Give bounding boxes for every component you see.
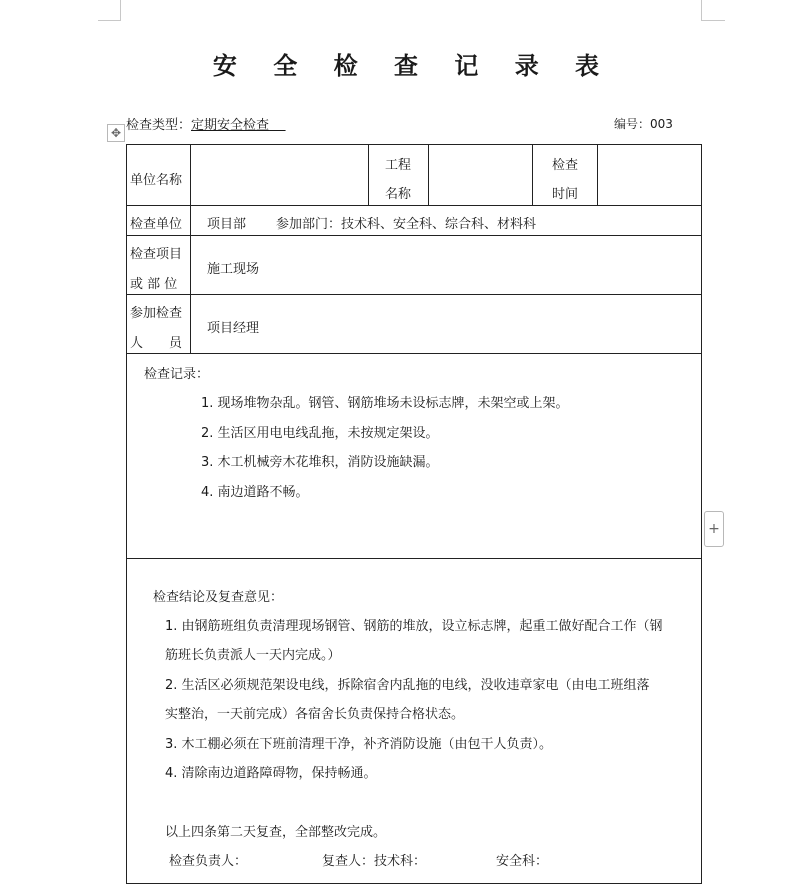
list-item: 3. 木工机械旁木花堆积，消防设施缺漏。 xyxy=(201,455,439,470)
inspection-unit-label: 检查单位 xyxy=(130,217,183,232)
inspection-type-label: 检查类型： xyxy=(126,118,192,133)
conclusion-line: 实整治，一天前完成）各宿舍长负责保持合格状态。 xyxy=(165,707,465,722)
document-number: 编号：003 xyxy=(614,117,673,131)
conclusion-summary: 以上四条第二天复查，全部整改完成。 xyxy=(165,825,387,840)
plus-icon[interactable]: + xyxy=(704,511,724,547)
participants-label: 参加检查 xyxy=(130,306,183,321)
conclusion-heading: 检查结论及复查意见： xyxy=(153,590,284,605)
list-item: 1. 现场堆物杂乱。钢管、钢筋堆场未设标志牌，未架空或上架。 xyxy=(201,396,569,411)
crop-mark xyxy=(701,20,725,21)
document-title: 安 全 检 查 记 录 表 xyxy=(212,51,614,80)
sign-inspector: 检查负责人： xyxy=(169,854,248,869)
crop-mark xyxy=(701,0,702,20)
inspection-type xyxy=(126,114,286,133)
sign-reviewer: 复查人：技术科： xyxy=(322,854,427,869)
list-item: 4. 南边道路不畅。 xyxy=(201,485,309,500)
conclusion-line: 1. 由钢筋班组负责清理现场钢管、钢筋的堆放，设立标志牌，起重工做好配合工作（钢 xyxy=(165,619,663,634)
conclusion-line: 3. 木工棚必须在下班前清理干净，补齐消防设施（由包干人负责）。 xyxy=(165,737,553,752)
inspection-unit-value: 项目部 xyxy=(207,217,247,232)
participating-departments: 参加部门：技术科、安全科、综合科、材料科 xyxy=(276,217,537,232)
list-item: 2. 生活区用电电线乱拖，未按规定架设。 xyxy=(201,426,439,441)
inspection-item-label: 检查项目 xyxy=(130,247,183,262)
project-name-label: 工程 xyxy=(385,158,412,173)
conclusion-line: 2. 生活区必须规范架设电线，拆除宿舍内乱拖的电线，没收违章家电（由电工班组落 xyxy=(165,678,650,693)
inspection-item-value: 施工现场 xyxy=(207,262,260,277)
crop-mark xyxy=(120,0,121,20)
inspection-time-label: 检查 xyxy=(552,158,579,173)
conclusion-line: 筋班长负责派人一天内完成。） xyxy=(165,648,341,663)
unit-name-label: 单位名称 xyxy=(130,173,183,188)
crop-mark xyxy=(98,20,121,21)
inspection-type-value: 定期安全检查 xyxy=(191,118,270,133)
sign-safety: 安全科： xyxy=(496,854,549,869)
records-heading: 检查记录： xyxy=(144,367,210,382)
participants-value: 项目经理 xyxy=(207,321,260,336)
conclusion-line: 4. 清除南边道路障碍物，保持畅通。 xyxy=(165,766,377,781)
inspection-table: 单位名称 工程 名称 检查 时间 检查单位 项目部 参加部门：技术科、安全科、综合科、材料科 检查项目 或 部 位 施工现场 参加检查 人 员 项目经理 检查记录： 1. 现场堆物杂乱。钢管、钢筋堆场未设标志牌，未架空或上架。 2. 生活区用电电线乱拖，未按规定架设。 3. 木工机械旁木花堆积，消防设施缺漏。 4. 南边道路不畅。 检查结论及复查意见： 1. 由钢筋班组负责清理现场钢管、钢筋的堆放，设立标志牌，起重工做好配合工作（钢 筋班长负责派人一天内完成。） 2. 生活区必须规范架设电线，拆除宿舍内乱拖的电线，没收违章家电（由电工班组落 实整治，一天前完成）各宿舍长负责保持合格状态。 3. 木工棚必须在下班前清理干净，补齐消防设施（由包干人负责）。 4. 清除南边道路障碍物，保持畅通。 以上四条第二天复查，全部整改完成。 检查负责人： 复查人：技术科： 安全科： xyxy=(126,144,702,884)
move-arrows-icon[interactable]: ✥ xyxy=(107,124,125,142)
